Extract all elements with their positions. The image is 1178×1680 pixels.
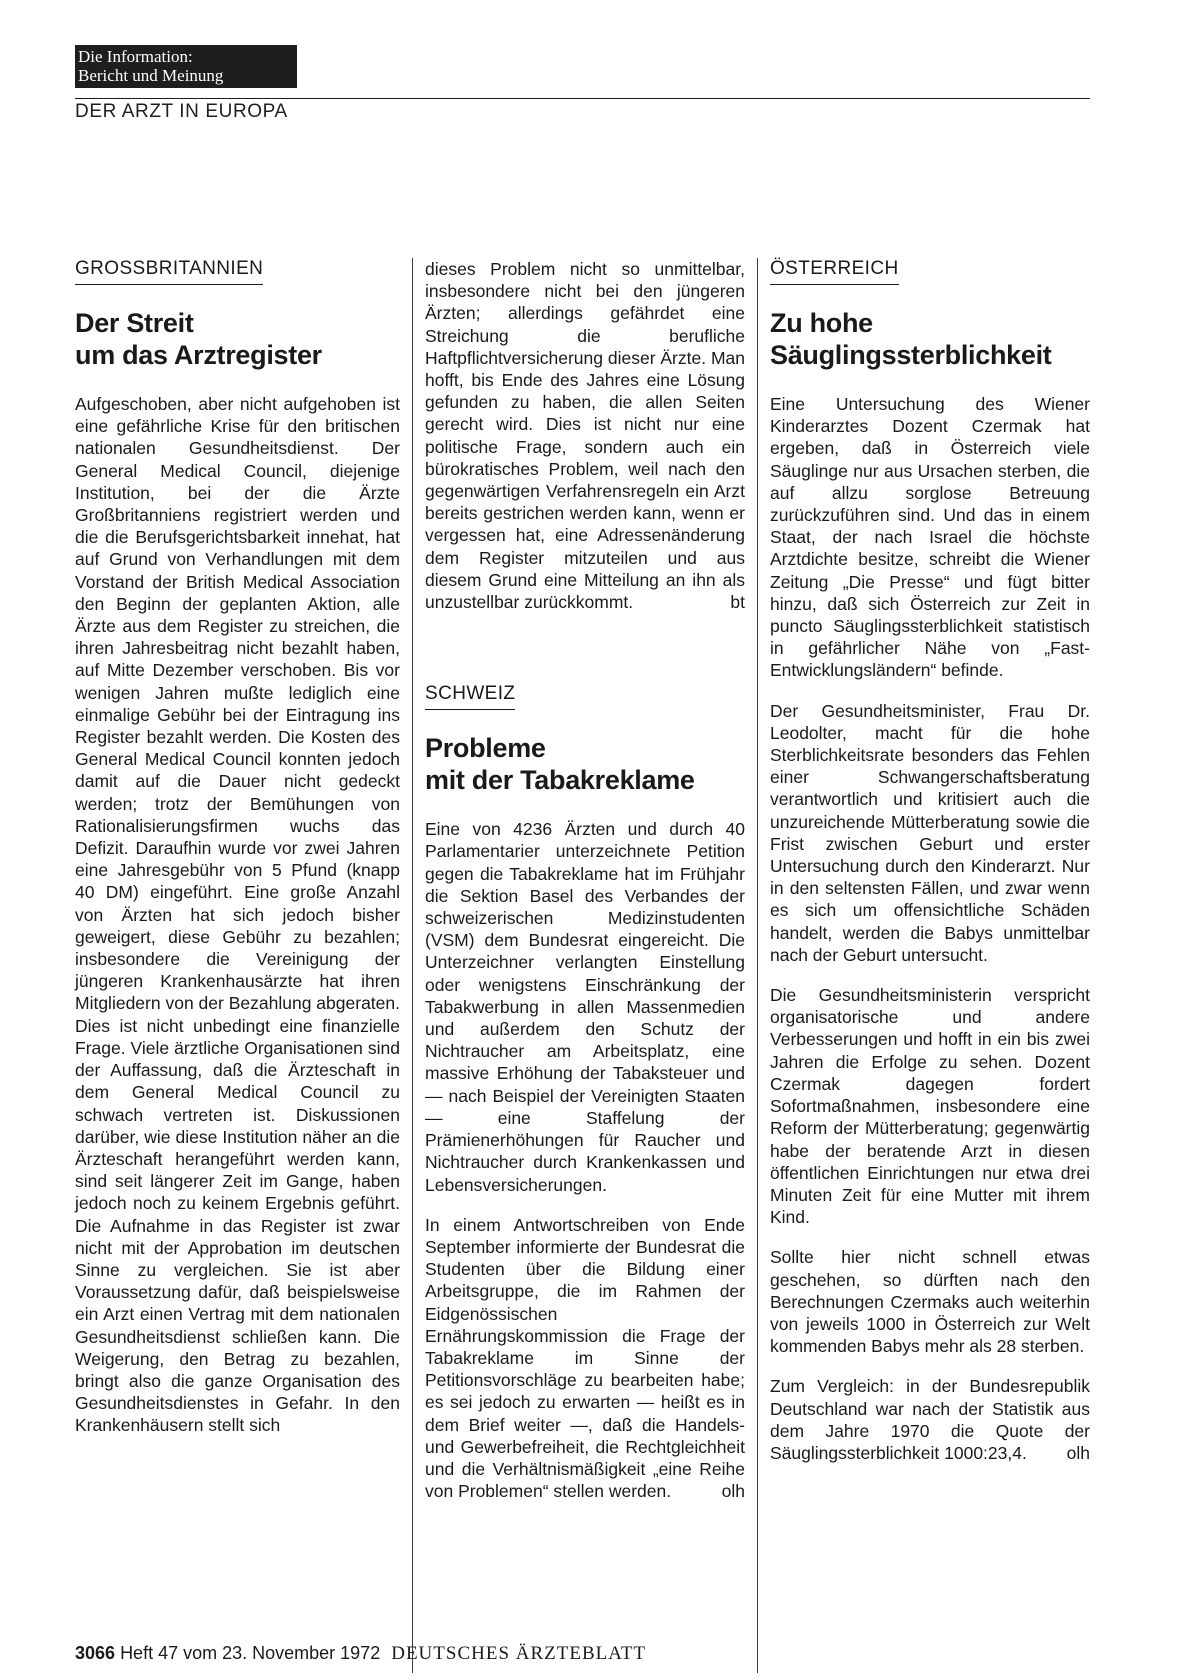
- column-3: [770, 258, 1090, 1482]
- author-signature: olh: [721, 1481, 745, 1502]
- article-kicker: [425, 683, 515, 714]
- header-rule: [75, 98, 1090, 99]
- kicker-underline: [425, 709, 515, 710]
- article-paragraph: Aufgeschoben, aber nicht aufgehoben ist eine gefährliche Krise für den britischen nationalen Gesundheitsdienst. Der General Medical Council, diejenige Institution, bei der die Ärzte Großbritanniens registriert werden und die die Berufsgerichtsbarkeit innehat, hat auf Grund von Verhandlungen mit dem Vorstand der British Medical Association den Beginn der geplanten Aktion, alle Ärzte aus dem Register zu streichen, die ihren Jahresbeitrag nicht bezahlt haben, auf Mitte Dezember verschoben. Bis vor wenigen Jahren mußte lediglich eine einmalige Gebühr bei der Eintragung ins Register bezahlt werden. Die Kosten des General Medical Council konnten jedoch damit auf die Dauer nicht gedeckt werden; trotz der Bemühungen von Rationalisierungsfirmen wuchs das Defizit. Daraufhin wurde vor zwei Jahren eine Jahresgebühr von 5 Pfund (knapp 40 DM) eingeführt. Eine große Anzahl von Ärzten hat sich jedoch bisher geweigert, diese Gebühr zu bezahlen; insbesondere die Vereinigung der jüngeren Krankenhausärzte hat ihren Mitgliedern von der Bezahlung abgeraten. Dies ist nicht unbedingt eine finanzielle Frage. Viele ärztliche Organisationen sind der Auffassung, daß die Ärzteschaft in dem General Medical Council zu schwach vertreten ist. Diskussionen darüber, wie diese Institution näher an die Ärzteschaft herangeführt werden kann, sind seit längerer Zeit im Gange, haben jedoch noch zu keinem Ergebnis geführt. Die Aufnahme in das Register ist zwar nicht mit der Approbation im deutschen Sinne zu vergleichen. Sie ist aber Voraussetzung dafür, daß beispielsweise ein Arzt einen Vertrag mit dem nationalen Gesundheitsdienst schließen kann. Die Weigerung, den Betrag zu bezahlen, bringt also die ganze Organisation des Gesundheitsdienstes in Gefahr. In den Krankenhäusern stellt sich: [75, 394, 400, 1436]
- author-signature: olh: [1066, 1442, 1090, 1463]
- article-paragraph: Sollte hier nicht schnell etwas geschehen, so dürften nach den Berechnungen Czermaks auch weiterhin von jeweils 1000 in Österreich zur Welt kommenden Babys mehr als 28 sterben.: [770, 1247, 1090, 1357]
- rubric-box: [75, 45, 297, 88]
- headline-line: Der Streit: [75, 308, 194, 338]
- issue-info: Heft 47 vom 23. November 1972: [120, 1643, 381, 1663]
- paragraph-text: dieses Problem nicht so unmittelbar, insbesondere nicht bei den jüngeren Ärzten; allerdings gefährdet eine Streichung die berufliche Haftpflichtversicherung dieser Ärzte. Man hofft, bis Ende des Jahres eine Lösung gefunden zu haben, die allen Seiten gerecht wird. Dies ist nicht nur eine politische Frage, sondern auch ein bürokratisches Problem, weil nach den gegenwärtigen Verfahrensregeln ein Arzt bereits gestrichen werden kann, wenn er vergessen hat, eine Adressenänderung dem Register mitzuteilen und aus diesem Grund eine Mitteilung an ihn als unzustellbar zurückkommt.: [425, 259, 745, 613]
- article-paragraph: Die Gesundheitsministerin verspricht organisatorische und andere Verbesserungen und hofft in ein bis zwei Jahren die Erfolge zu sehen. Dozent Czermak dagegen fordert Sofortmaßnahmen, insbesondere eine Reform der Mütterberatung; gegenwärtig habe der beratende Arzt in diesen öffentlichen Einrichtungen nur etwa drei Minuten Zeit für eine Mutter mit ihrem Kind.: [770, 985, 1090, 1228]
- article-paragraph: Eine Untersuchung des Wiener Kinderarztes Dozent Czermak hat ergeben, daß in Österreich viele Säuglinge nur aus Ursachen sterben, die auf allzu sorglose Betreuung zurückzuführen sind. Und das in einem Staat, der nach Israel die höchste Arztdichte besitze, schreibt die Wiener Zeitung „Die Presse“ und fügt bitter hinzu, daß sich Österreich zur Zeit in puncto Säuglingssterblichkeit statistisch in gefährlicher Nähe von „Fast-Entwicklungsländern“ befinde.: [770, 394, 1090, 681]
- paragraph-text: In einem Antwortschreiben von Ende September informierte der Bundesrat die Studenten über die Bildung einer Arbeitsgruppe, die im Rahmen der Eidgenössischen Ernährungskommission die Frage der Tabakreklame im Sinne der Petitionsvorschläge zu bearbeiten habe; es sei jedoch zu erwarten — heißt es in dem Brief weiter —, daß die Handels- und Gewerbefreiheit, die Rechtgleichheit und die Verhältnismäßigkeit „eine Reihe von Problemen“ stellen werden.: [425, 1214, 745, 1502]
- article-paragraph: [425, 1214, 745, 1503]
- article-kicker: [770, 258, 899, 289]
- headline-line: Säuglingssterblichkeit: [770, 340, 1052, 370]
- article-paragraph: Der Gesundheitsminister, Frau Dr. Leodolter, macht für die hohe Sterblichkeitsrate besonders das Fehlen einer Schwangerschaftsberatung verantwortlich und kritisiert auch die unzureichende Mütterberatung sowie die Frist zwischen Geburt und erster Untersuchung durch den Kinderarzt. Nur in den seltensten Fällen, und zwar wenn es sich um offensichtliche Schäden handelt, werden die Babys unmittelbar nach der Geburt untersucht.: [770, 700, 1090, 965]
- section-title: DER ARZT IN EUROPA: [75, 101, 288, 122]
- headline-line: Probleme: [425, 733, 546, 764]
- article-paragraph: Eine von 4236 Ärzten und durch 40 Parlamentarier unterzeichnete Petition gegen die Tabakreklame hat im Frühjahr die Sektion Basel des Verbandes der schweizerischen Medizinstudenten (VSM) dem Bundesrat eingereicht. Die Unterzeichner verlangten Einstellung oder wenigstens Einschränkung der Tabakwerbung in allen Massenmedien und außerdem den Schutz der Nichtraucher am Arbeitsplatz, eine massive Erhöhung der Tabaksteuer und — nach Beispiel der Vereinigten Staaten — eine Staffelung der Prämienerhöhungen für Raucher und Nichtraucher durch Krankenkassen und Lebensversicherungen.: [425, 819, 745, 1195]
- section-gap: [425, 631, 745, 683]
- kicker-underline: [770, 284, 899, 285]
- column-1: [75, 258, 400, 1455]
- headline-line: Zu hohe: [770, 308, 873, 338]
- author-signature: bt: [730, 592, 745, 613]
- headline-line: um das Arztregister: [75, 340, 322, 370]
- article-headline: [75, 307, 400, 371]
- page-footer: [75, 1643, 646, 1665]
- kicker-underline: [75, 284, 263, 285]
- page-number: 3066: [75, 1643, 116, 1663]
- article-paragraph: [770, 1375, 1090, 1464]
- column-divider: [412, 258, 413, 1673]
- article-paragraph: [425, 258, 745, 613]
- article-headline: [770, 307, 1090, 371]
- journal-name: DEUTSCHES ÄRZTEBLATT: [391, 1643, 647, 1664]
- kicker-text: ÖSTERREICH: [770, 258, 899, 279]
- paragraph-text: Zum Vergleich: in der Bundesrepublik Deutschland war nach der Statistik aus dem Jahre 1970 die Quote der Säuglingssterblichkeit 1000:23,4.: [770, 1376, 1090, 1463]
- rubric-line-1: Die Information:: [78, 47, 193, 66]
- rubric-line-2: Bericht und Meinung: [78, 66, 224, 85]
- column-divider: [757, 258, 758, 1673]
- article-kicker: [75, 258, 263, 289]
- column-2: [425, 258, 745, 1520]
- kicker-text: GROSSBRITANNIEN: [75, 258, 264, 279]
- article-headline: [425, 732, 745, 796]
- headline-line: mit der Tabakreklame: [425, 765, 695, 796]
- kicker-text: SCHWEIZ: [425, 683, 516, 705]
